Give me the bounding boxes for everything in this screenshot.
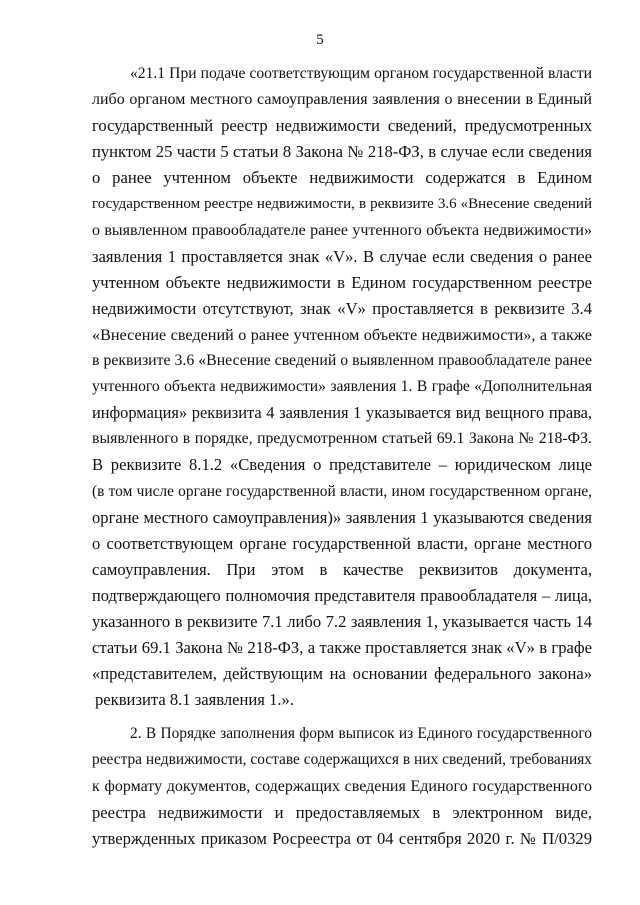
paragraph-2 <box>92 721 592 851</box>
text-line: либо органом местного самоуправления заявления о внесении в Единый <box>92 91 592 109</box>
paragraph-spacer <box>92 713 592 721</box>
text-line: подтверждающего полномочия представителя правообладателя – лица, <box>92 585 592 605</box>
page-number: 5 <box>316 32 324 48</box>
text-line: о соответствующем органе государственной власти, органе местного <box>92 533 592 553</box>
text-line: информация» реквизита 4 заявления 1 указывается вид вещного права, <box>92 403 592 423</box>
text-line: государственном реестре недвижимости, в реквизите 3.6 «Внесение сведений <box>92 196 592 213</box>
text-line: пунктом 25 части 5 статьи 8 Закона № 218-ФЗ, в случае если сведения <box>92 142 592 162</box>
text-line: учтенном объекте недвижимости в Едином государственном реестре <box>92 272 592 292</box>
text-line: 2. В Порядке заполнения форм выписок из Единого государственного <box>130 725 592 743</box>
text-line: недвижимости отсутствуют, знак «V» проставляется в реквизите 3.4 <box>92 298 592 318</box>
text-line: выявленного в порядке, предусмотренном статьей 69.1 Закона № 218-ФЗ. <box>92 430 592 448</box>
text-line: «представителем, действующим на основании федерального закона» <box>92 664 592 684</box>
text-line: (в том числе органе государственной власти, ином государственном органе, <box>92 482 592 500</box>
text-line: о выявленном правообладателе ранее учтенного объекта недвижимости» <box>92 221 592 239</box>
paragraph-21-1 <box>92 61 592 713</box>
text-line: заявления 1 проставляется знак «V». В случае если сведения о ранее <box>92 246 592 266</box>
text-line: к формату документов, содержащих сведения Единого государственного <box>92 777 592 795</box>
text-line: статьи 69.1 Закона № 218-ФЗ, а также проставляется знак «V» в графе <box>92 638 592 658</box>
text-line: В реквизите 8.1.2 «Сведения о представителе – юридическом лице <box>92 455 592 475</box>
text-line: реквизита 8.1 заявления 1.». <box>95 690 294 710</box>
text-line: реестра недвижимости и предоставляемых в электронном виде, <box>92 802 592 822</box>
text-line: утвержденных приказом Росреестра от 04 сентября 2020 г. № П/0329 <box>92 828 592 848</box>
text-line: учтенного объекта недвижимости» заявления 1. В графе «Дополнительная <box>92 378 592 396</box>
text-line: государственный реестр недвижимости сведений, предусмотренных <box>92 116 592 136</box>
document-body <box>92 61 592 852</box>
text-line: самоуправления. При этом в качестве реквизитов документа, <box>92 559 592 579</box>
text-line: «Внесение сведений о ранее учтенном объекте недвижимости», а также <box>92 325 592 344</box>
text-line: в реквизите 3.6 «Внесение сведений о выявленном правообладателе ранее <box>92 352 592 370</box>
text-line: реестра недвижимости, составе содержащихся в них сведений, требованиях <box>92 751 592 769</box>
text-line: «21.1 При подаче соответствующим органом государственной власти <box>130 65 592 82</box>
text-line: указанного в реквизите 7.1 либо 7.2 заявления 1, указывается часть 14 <box>92 611 592 631</box>
text-line: органе местного самоуправления)» заявления 1 указываются сведения <box>92 507 592 527</box>
text-line: о ранее учтенном объекте недвижимости содержатся в Едином <box>92 168 592 188</box>
